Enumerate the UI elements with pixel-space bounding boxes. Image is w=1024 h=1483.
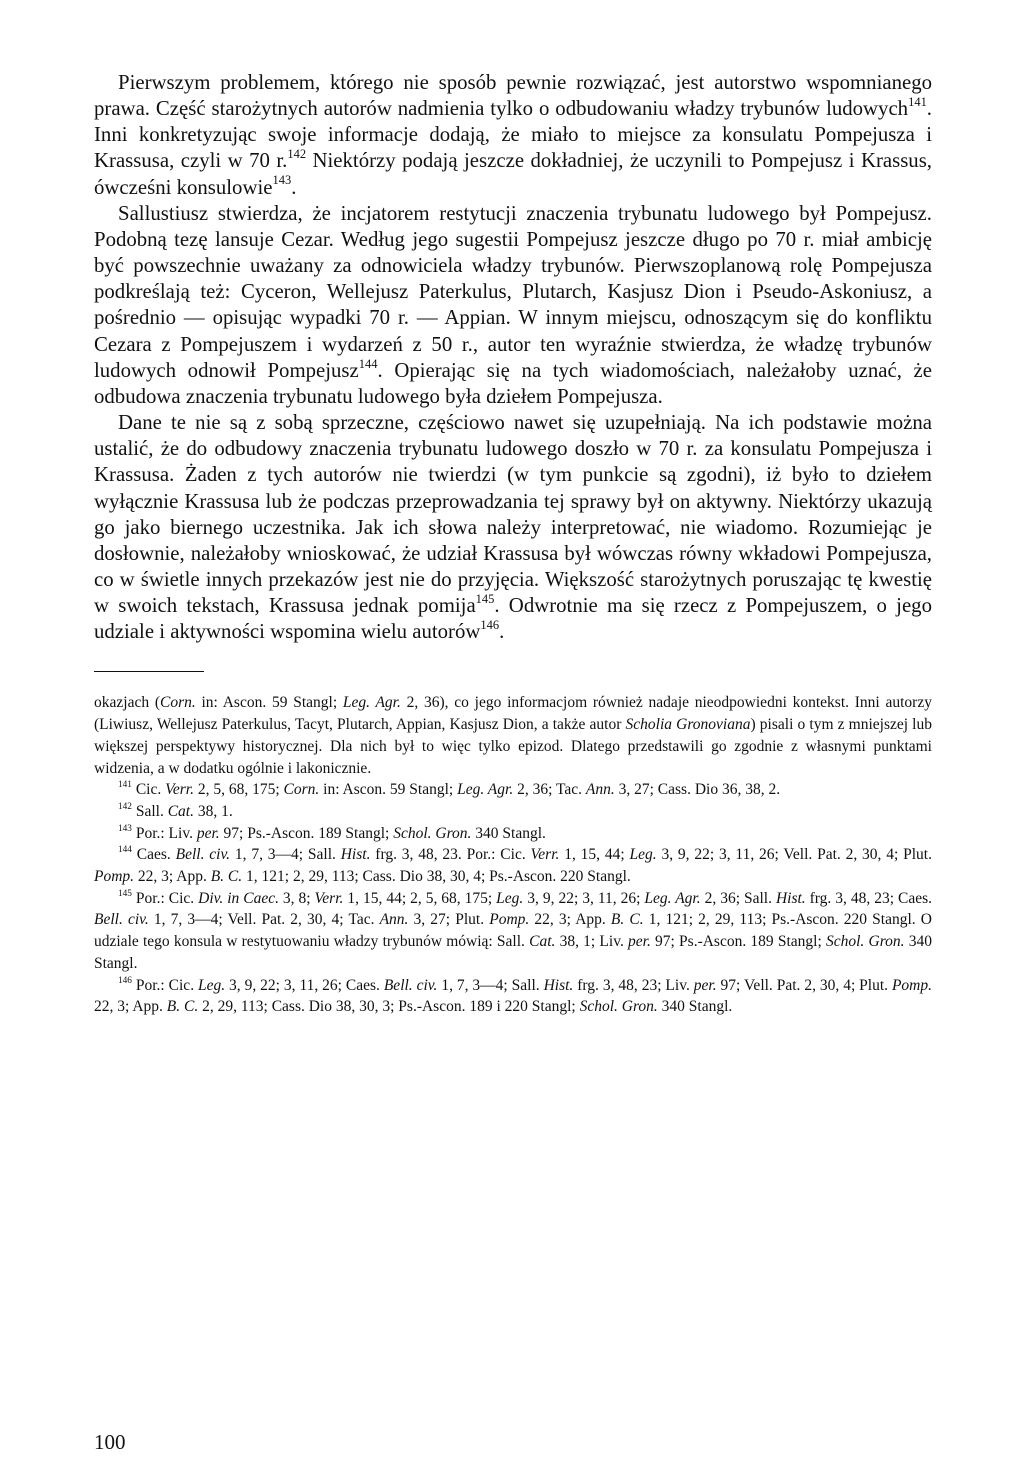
italic-run: Cat. [167,802,194,820]
text-run: frg. 3, 48, 23; Caes. [805,889,932,907]
body-paragraph [94,201,932,410]
text-run: 22, 3; App. [94,998,167,1016]
footnote-ref: 146 [118,975,132,986]
text-run: . [291,175,297,199]
text-run: Pierwszym problemem, którego nie sposób pewnie rozwiązać, jest autorstwo wspomnianego prawa. Część starożytnych autorów nadmienia tylko o odbudowaniu władzy trybunów ludowych [94,71,932,121]
italic-run: Leg. [198,976,226,994]
text-run: Sallustiusz stwierdza, że incjatorem restytucji znaczenia trybunatu ludowego był Pompejusz. Podobną tezę lansuje Cezar. Według jego sugestii Pompejusz jeszcze długo po 70 r. miał ambicję być powszechnie uważany za odnowiciela władzy trybunów. Pierwszoplanową rolę Pompejusza podkreślają też: Cyceron, Wellejusz Paterkulus, Plutarch, Kasjusz Dion i Pseudo-Askoniusz, a pośrednio — opisując wypadki 70 r. — Appian. W innym miejscu, odnoszącym się do konfliktu Cezara z Pompejuszem i wydarzeń z 50 r., autor ten wyraźnie stwierdza, że władzę trybunów ludowych odnowił Pompejusz [94,201,932,382]
text-run: 97; Vell. Pat. 2, 30, 4; Plut. [716,976,892,994]
italic-run: Ann. [379,911,409,929]
italic-run: Schol. Gron. [579,998,658,1016]
italic-run: Schol. Gron. [393,824,472,842]
text-run: 2, 29, 113; Cass. Dio 38, 30, 3; Ps.-Ascon. 189 i 220 Stangl; [198,998,580,1016]
text-run: 3, 27; Plut. [408,911,490,929]
footnote-146 [94,975,932,1018]
text-run: Por.: Cic. [131,976,198,994]
text-run: okazjach ( [94,694,160,712]
italic-run: Leg. Agr. [644,889,701,907]
text-run: 97; Ps.-Ascon. 189 Stangl; [219,824,394,842]
text-run: in: Ascon. 59 Stangl; [195,694,343,712]
text-run: 1, 121; 2, 29, 113; Ps.-Ascon. 220 Stangl. O udziale tego konsula w restytuowaniu władzy trybunów mówią: Sall. [94,911,932,951]
text-run: . Opierając się na tych wiadomościach, należałoby uznać, że odbudowa znaczenia trybunatu ludowego była dziełem Pompejusza. [94,358,933,408]
italic-run: Bell. civ. [94,911,149,929]
text-run: Por.: Liv. [131,824,197,842]
footnote-143 [94,823,932,845]
text-run: 340 Stangl. [94,933,932,972]
italic-run: Verr. [530,846,560,864]
italic-run: per. [628,933,651,951]
footnote-ref: 142 [287,147,307,162]
footnote-ref: 142 [118,801,132,812]
footnote-141 [94,779,932,801]
italic-run: per. [693,976,717,994]
text-run: 1, 121; 2, 29, 113; Cass. Dio 38, 30, 4; Ps.-Ascon. 220 Stangl. [242,868,631,886]
footnote-144 [94,844,932,887]
italic-run: Leg. [629,846,657,864]
footnote-ref: 141 [118,780,132,791]
footnote-ref: 146 [480,618,500,633]
italic-run: Verr. [165,781,194,799]
text-run: 1, 15, 44; 2, 5, 68, 175; [343,889,497,907]
italic-run: Scholia Gronoviana [625,716,751,734]
footnote-145 [94,888,932,975]
text-run: 2, 36; Tac. [513,781,586,799]
page [94,70,932,1018]
text-run: Niektórzy podają jeszcze dokładniej, że uczynili to Pompejusz i Krassus, ówcześni konsulowie [94,149,932,199]
italic-run: Bell. civ. [383,976,438,994]
footnote-ref: 144 [358,356,378,371]
italic-run: Pomp. [489,911,530,929]
page-number: 100 [94,1430,126,1454]
text-run: in: Ascon. 59 Stangl; [319,781,458,799]
footnote-continuation [94,692,932,779]
text-run: 2, 5, 68, 175; [193,781,284,799]
text-run: Cic. [131,781,166,799]
text-run: 97; Ps.-Ascon. 189 Stangl; [650,933,826,951]
italic-run: Verr. [314,889,344,907]
footnote-ref: 144 [118,845,132,856]
text-run: ) pisali o tym z mniejszej lub większej perspektywy historycznej. Dla nich był to więc tylko epizod. Dlatego przedstawili go zgodnie z własnymi punktami widzenia, a w dodatku ogólnie i lakonicznie. [94,716,932,777]
italic-run: Hist. [775,889,806,907]
footnote-ref: 145 [475,591,495,606]
text-run: . Odwrotnie ma się rzecz z Pompejuszem, o jego udziale i aktywności wspomina wielu autorów [94,594,932,644]
text-run: 3, 8; [278,889,315,907]
text-run: Por.: Cic. [131,889,199,907]
italic-run: Ann. [585,781,615,799]
text-run: 1, 7, 3—4; Sall. [230,846,341,864]
footnote-ref: 141 [908,95,927,109]
text-run: Sall. [131,802,168,820]
text-run: 1, 15, 44; [559,846,630,864]
text-run: 3, 27; Cass. Dio 36, 38, 2. [614,781,781,799]
italic-run: Corn. [159,694,196,712]
footnotes [94,692,932,1018]
italic-run: Leg. [496,889,524,907]
text-run: Dane te nie są z sobą sprzeczne, częściowo nawet się uzupełniają. Na ich podstawie można ustalić, że do odbudowy znaczenia trybunatu ludowego doszło w 70 r. za konsulatu Pompejusza i Krassusa. Żaden z tych autorów nie twierdzi (w tym punkcie są zgodni), iż było to dziełem wyłącznie Krassusa lub że podczas przeprowadzania tej sprawy był on aktywny. Niektórzy ukazują go jako biernego uczestnika. Jak ich słowa należy interpretować, nie wiadomo. Rozumiejąc je dosłownie, należałoby wnioskować, że udział Krassusa był wówczas równy wkładowi Pompejusza, co w świetle innych przekazów jest nie do przyjęcia. Większość starożytnych poruszając tę kwestię w swoich tekstach, Krassusa jednak pomija [94,411,932,618]
text-run: frg. 3, 48, 23; Liv. [573,976,694,994]
text-run: 22, 3; App. [134,868,211,886]
italic-run: Bell. civ. [175,846,231,864]
text-run: 1, 7, 3—4; Sall. [437,976,544,994]
text-run: 340 Stangl. [471,824,546,842]
italic-run: Pomp. [94,868,135,886]
text-run: 340 Stangl. [657,998,733,1016]
italic-run: Corn. [283,781,320,799]
italic-run: Div. in Caec. [198,889,279,907]
italic-run: B. C. [610,911,644,929]
footnote-ref: 145 [118,888,132,899]
text-run: frg. 3, 48, 23. Por.: Cic. [370,846,531,864]
footnote-142 [94,801,932,823]
italic-run: Pomp. [891,976,933,994]
text-run: 22, 3; App. [529,911,611,929]
footnote-ref: 143 [118,823,132,834]
footnote-ref: 143 [272,173,292,188]
body-paragraph [94,70,932,201]
italic-run: Leg. Agr. [457,781,514,799]
text-run: 1, 7, 3—4; Vell. Pat. 2, 30, 4; Tac. [148,911,380,929]
footnote-separator [94,671,204,672]
text-run: 2, 36), co jego informacjom również nadaje nieodpowiedni kontekst. Inni autorzy (Liwiusz, Wellejusz Paterkulus, Tacyt, Plutarch, Appian, Kasjusz Dion, a także autor [94,694,932,734]
italic-run: Hist. [340,846,371,864]
text-run: . Inni konkretyzując swoje informacje dodają, że miało to miejsce za konsulatu Pompejusza i Krassusa, czyli w 70 r. [94,97,932,173]
italic-run: Hist. [543,976,574,994]
italic-run: B. C. [166,998,199,1016]
text-run: 38, 1; Liv. [555,933,629,951]
text-run: 3, 9, 22; 3, 11, 26; Caes. [225,976,384,994]
main-text [94,70,932,645]
text-run: 2, 36; Sall. [700,889,776,907]
italic-run: Leg. Agr. [342,694,401,712]
body-paragraph [94,410,932,645]
text-run: 3, 9, 22; 3, 11, 26; Vell. Pat. 2, 30, 4; Plut. [656,846,932,864]
text-run: . [499,620,505,644]
italic-run: Cat. [529,933,556,951]
italic-run: per. [196,824,220,842]
text-run: 38, 1. [193,802,233,820]
italic-run: B. C. [210,868,243,886]
italic-run: Schol. Gron. [826,933,905,951]
text-run: Caes. [131,846,176,864]
text-run: 3, 9, 22; 3, 11, 26; [523,889,645,907]
